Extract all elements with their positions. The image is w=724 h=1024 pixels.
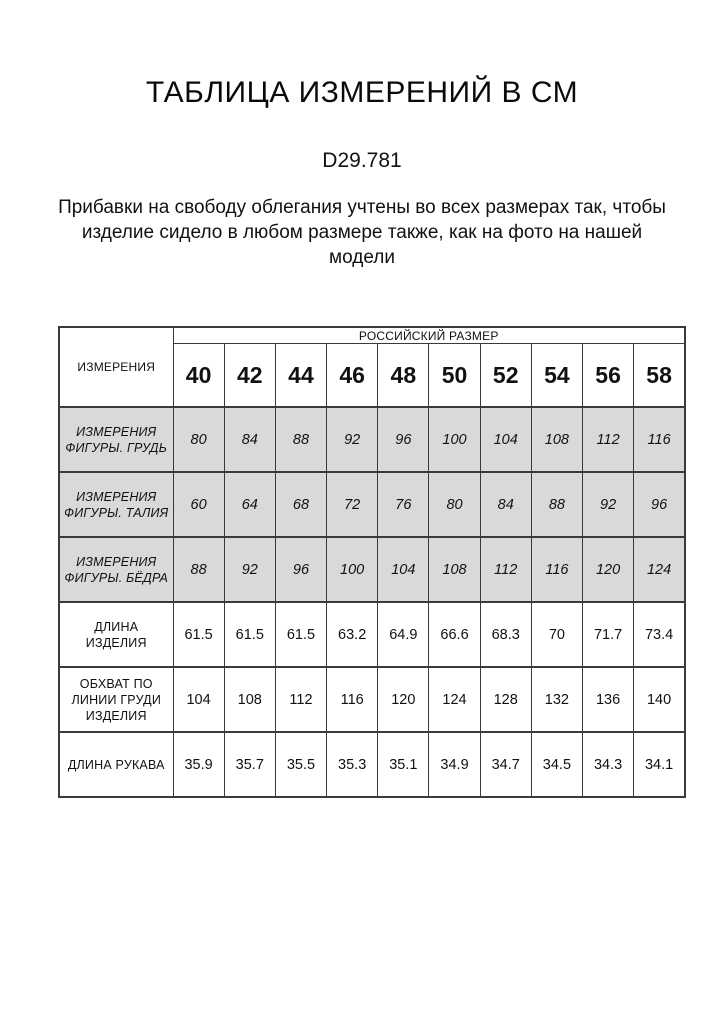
page-title: ТАБЛИЦА ИЗМЕРЕНИЙ В СМ	[145, 76, 579, 109]
table-cell: 35.9	[173, 732, 224, 797]
table-row-figure-waist	[59, 472, 685, 537]
size-column-header: 40	[173, 344, 224, 408]
row-label: ДЛИНА ИЗДЕЛИЯ	[59, 602, 173, 667]
table-cell: 92	[224, 537, 275, 602]
table-cell: 66.6	[429, 602, 480, 667]
table-cell: 112	[480, 537, 531, 602]
table-cell: 84	[480, 472, 531, 537]
table-cell: 108	[224, 667, 275, 732]
table-cell: 71.7	[583, 602, 634, 667]
table-cell: 96	[634, 472, 685, 537]
size-column-header: 52	[480, 344, 531, 408]
table-cell: 76	[378, 472, 429, 537]
measurements-table	[58, 326, 686, 798]
table-row-product-chest-girth	[59, 667, 685, 732]
table-cell: 84	[224, 407, 275, 472]
table-cell: 120	[583, 537, 634, 602]
table-cell: 64	[224, 472, 275, 537]
table-cell: 96	[378, 407, 429, 472]
table-cell: 96	[275, 537, 326, 602]
table-cell: 92	[327, 407, 378, 472]
table-cell: 108	[531, 407, 582, 472]
table-cell: 104	[173, 667, 224, 732]
row-label: ИЗМЕРЕНИЯ ФИГУРЫ. ГРУДЬ	[59, 407, 173, 472]
size-column-header: 56	[583, 344, 634, 408]
size-column-header: 46	[327, 344, 378, 408]
article-code: D29.781	[322, 149, 402, 172]
table-cell: 88	[173, 537, 224, 602]
table-cell: 104	[480, 407, 531, 472]
table-cell: 124	[429, 667, 480, 732]
table-cell: 68	[275, 472, 326, 537]
table-cell: 34.9	[429, 732, 480, 797]
table-cell: 60	[173, 472, 224, 537]
size-column-header: 42	[224, 344, 275, 408]
table-row-sleeve-length	[59, 732, 685, 797]
size-column-header: 48	[378, 344, 429, 408]
table-cell: 35.1	[378, 732, 429, 797]
table-cell: 108	[429, 537, 480, 602]
table-row-product-length	[59, 602, 685, 667]
table-cell: 100	[327, 537, 378, 602]
table-cell: 116	[327, 667, 378, 732]
size-group-row	[59, 327, 685, 344]
size-column-header: 50	[429, 344, 480, 408]
table-cell: 72	[327, 472, 378, 537]
row-label: ИЗМЕРЕНИЯ ФИГУРЫ. БЁДРА	[59, 537, 173, 602]
table-cell: 116	[531, 537, 582, 602]
table-cell: 34.7	[480, 732, 531, 797]
row-label: ИЗМЕРЕНИЯ ФИГУРЫ. ТАЛИЯ	[59, 472, 173, 537]
table-cell: 61.5	[275, 602, 326, 667]
table-cell: 104	[378, 537, 429, 602]
table-cell: 64.9	[378, 602, 429, 667]
table-cell: 136	[583, 667, 634, 732]
table-cell: 70	[531, 602, 582, 667]
table-cell: 34.3	[583, 732, 634, 797]
row-label: ОБХВАТ ПО ЛИНИИ ГРУДИ ИЗДЕЛИЯ	[59, 667, 173, 732]
table-cell: 112	[583, 407, 634, 472]
table-cell: 92	[583, 472, 634, 537]
fit-note: Прибавки на свободу облегания учтены во всех размерах так, чтобы изделие сидело в любом размере также, как на фото на нашей модели	[58, 197, 666, 268]
table-cell: 80	[429, 472, 480, 537]
table-cell: 88	[275, 407, 326, 472]
table-cell: 124	[634, 537, 685, 602]
table-cell: 120	[378, 667, 429, 732]
table-cell: 128	[480, 667, 531, 732]
table-cell: 61.5	[224, 602, 275, 667]
measurements-column-header: ИЗМЕРЕНИЯ	[59, 327, 173, 407]
table-cell: 63.2	[327, 602, 378, 667]
table-cell: 35.5	[275, 732, 326, 797]
table-row-figure-chest	[59, 407, 685, 472]
table-cell: 35.3	[327, 732, 378, 797]
table-cell: 34.5	[531, 732, 582, 797]
table-cell: 61.5	[173, 602, 224, 667]
table-cell: 112	[275, 667, 326, 732]
size-column-header: 44	[275, 344, 326, 408]
size-column-header: 54	[531, 344, 582, 408]
table-cell: 73.4	[634, 602, 685, 667]
table-cell: 132	[531, 667, 582, 732]
table-cell: 116	[634, 407, 685, 472]
table-cell: 68.3	[480, 602, 531, 667]
table-cell: 80	[173, 407, 224, 472]
table-cell: 88	[531, 472, 582, 537]
size-column-header: 58	[634, 344, 685, 408]
row-label: ДЛИНА РУКАВА	[59, 732, 173, 797]
size-group-header: РОССИЙСКИЙ РАЗМЕР	[173, 327, 685, 344]
table-cell: 35.7	[224, 732, 275, 797]
table-cell: 100	[429, 407, 480, 472]
table-row-figure-hips	[59, 537, 685, 602]
table-cell: 34.1	[634, 732, 685, 797]
table-cell: 140	[634, 667, 685, 732]
